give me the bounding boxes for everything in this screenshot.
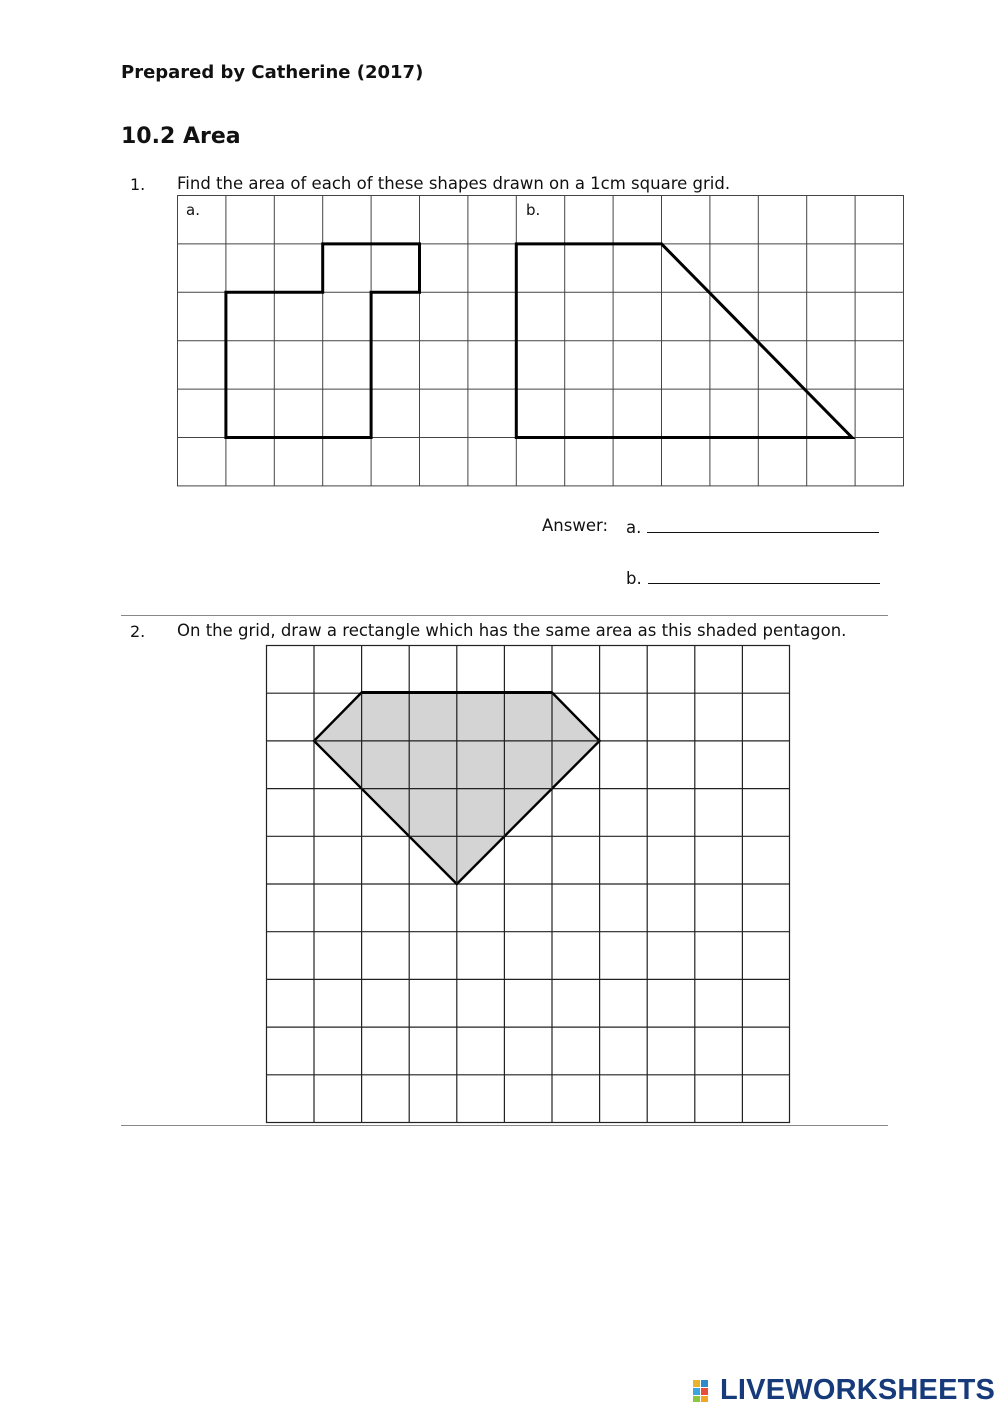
logo-text: LIVEWORKSHEETS	[720, 1374, 996, 1406]
shape-a-label: a.	[186, 201, 200, 219]
liveworksheets-logo-icon	[692, 1379, 716, 1403]
question-1-number: 1.	[130, 175, 146, 194]
section-divider-2	[121, 1125, 888, 1126]
answer-b-row	[626, 567, 880, 588]
answer-a-row	[626, 516, 879, 537]
answer-a-label: a.	[626, 518, 642, 537]
question-1-grid	[178, 196, 904, 486]
answer-label: Answer:	[542, 516, 609, 535]
author-credit: Prepared by Catherine (2017)	[121, 62, 424, 83]
section-divider-1	[121, 615, 888, 616]
question-2-number: 2.	[130, 622, 146, 641]
liveworksheets-logo	[692, 1374, 995, 1407]
answer-b-input[interactable]	[648, 567, 880, 584]
answer-b-label: b.	[626, 569, 642, 588]
section-title: 10.2 Area	[121, 124, 241, 149]
answer-a-input[interactable]	[647, 516, 879, 533]
shape-b-label: b.	[526, 201, 541, 219]
question-1-text: Find the area of each of these shapes drawn on a 1cm square grid.	[177, 174, 731, 193]
question-2-text: On the grid, draw a rectangle which has the same area as this shaded pentagon.	[177, 621, 847, 640]
